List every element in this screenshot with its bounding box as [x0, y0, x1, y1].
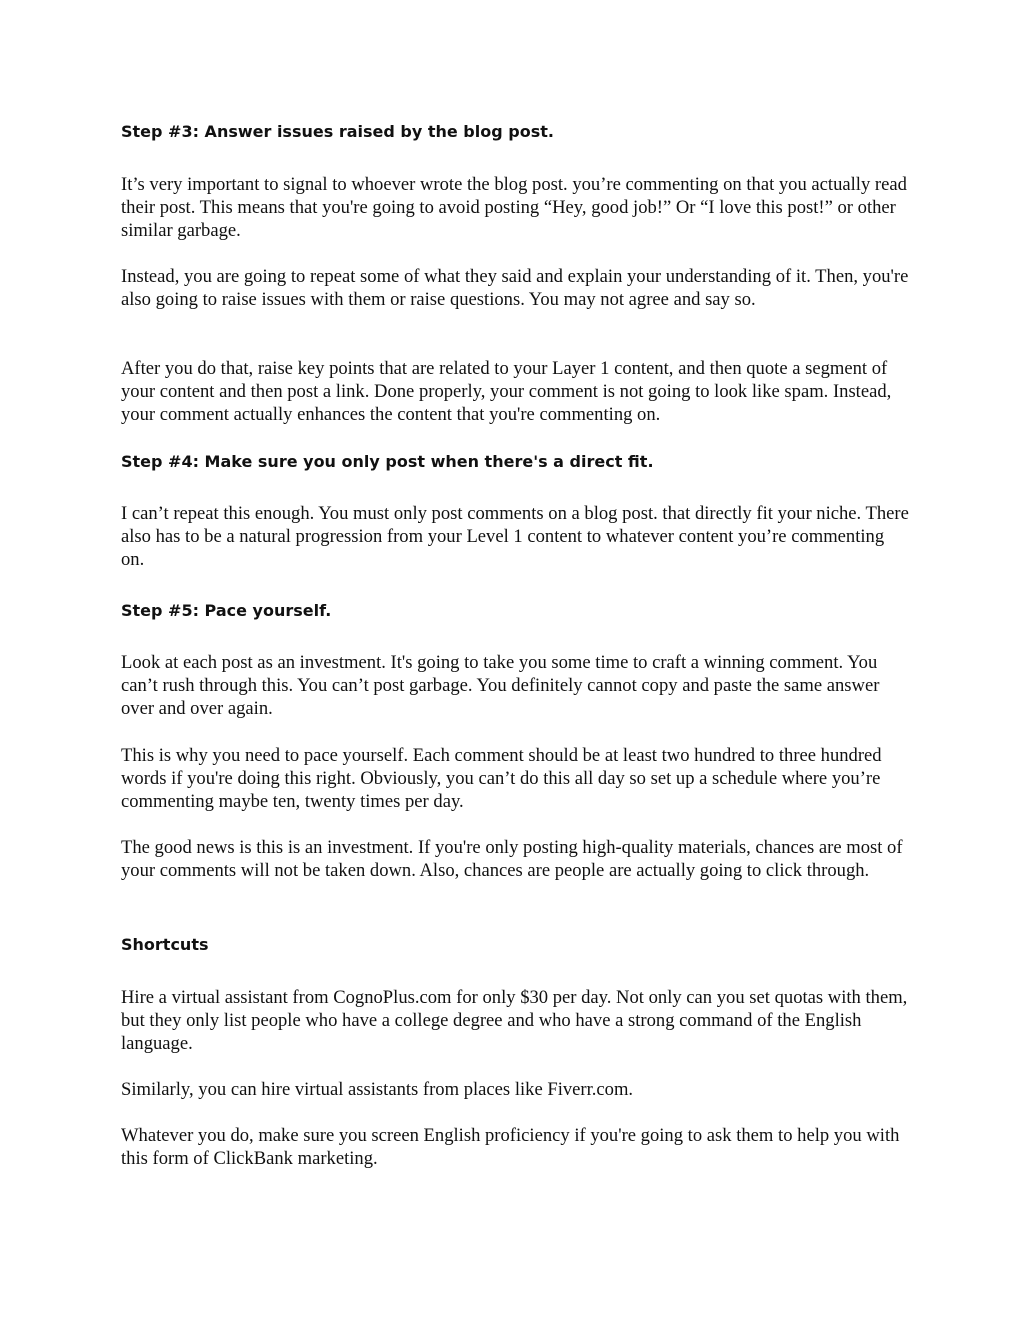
paragraph: It’s very important to signal to whoever wrote the blog post. you’re commenting on that you actually read their post. This means that you're going to avoid posting “Hey, good job!” Or “I love this post!” or other similar garbage. [121, 174, 907, 241]
heading-step-3: Step #3: Answer issues raised by the blog post. [121, 122, 554, 141]
paragraph: This is why you need to pace yourself. Each comment should be at least two hundred to three hundred words if you're doing this right. Obviously, you can’t do this all day so set up a schedule where you’re commenting maybe ten, twenty times per day. [121, 745, 882, 812]
heading-step-5: Step #5: Pace yourself. [121, 601, 332, 620]
paragraph: The good news is this is an investment. If you're only posting high-quality materials, chances are most of your comments will not be taken down. Also, chances are people are actually going to click through. [121, 837, 903, 881]
heading-shortcuts: Shortcuts [121, 935, 209, 954]
paragraph: I can’t repeat this enough. You must only post comments on a blog post. that directly fit your niche. There also has to be a natural progression from your Level 1 content to whatever content you’re commenting on. [121, 503, 909, 570]
paragraph: Look at each post as an investment. It's going to take you some time to craft a winning comment. You can’t rush through this. You can’t post garbage. You definitely cannot copy and paste the same answer over and over again. [121, 652, 880, 719]
paragraph: Instead, you are going to repeat some of what they said and explain your understanding of it. Then, you're also going to raise issues with them or raise questions. You may not agree and say so. [121, 266, 909, 310]
paragraph: Similarly, you can hire virtual assistants from places like Fiverr.com. [121, 1079, 634, 1100]
paragraph: After you do that, raise key points that are related to your Layer 1 content, and then quote a segment of your content and then post a link. Done properly, your comment is not going to look like spam. Instead, your comment actually enhances the content that you're commenting on. [121, 358, 892, 425]
paragraph: Whatever you do, make sure you screen English proficiency if you're going to ask them to help you with this form of ClickBank marketing. [121, 1125, 900, 1169]
paragraph: Hire a virtual assistant from CognoPlus.com for only $30 per day. Not only can you set quotas with them, but they only list people who have a college degree and who have a strong command of the English language. [121, 987, 908, 1054]
heading-step-4: Step #4: Make sure you only post when there's a direct fit. [121, 452, 654, 471]
